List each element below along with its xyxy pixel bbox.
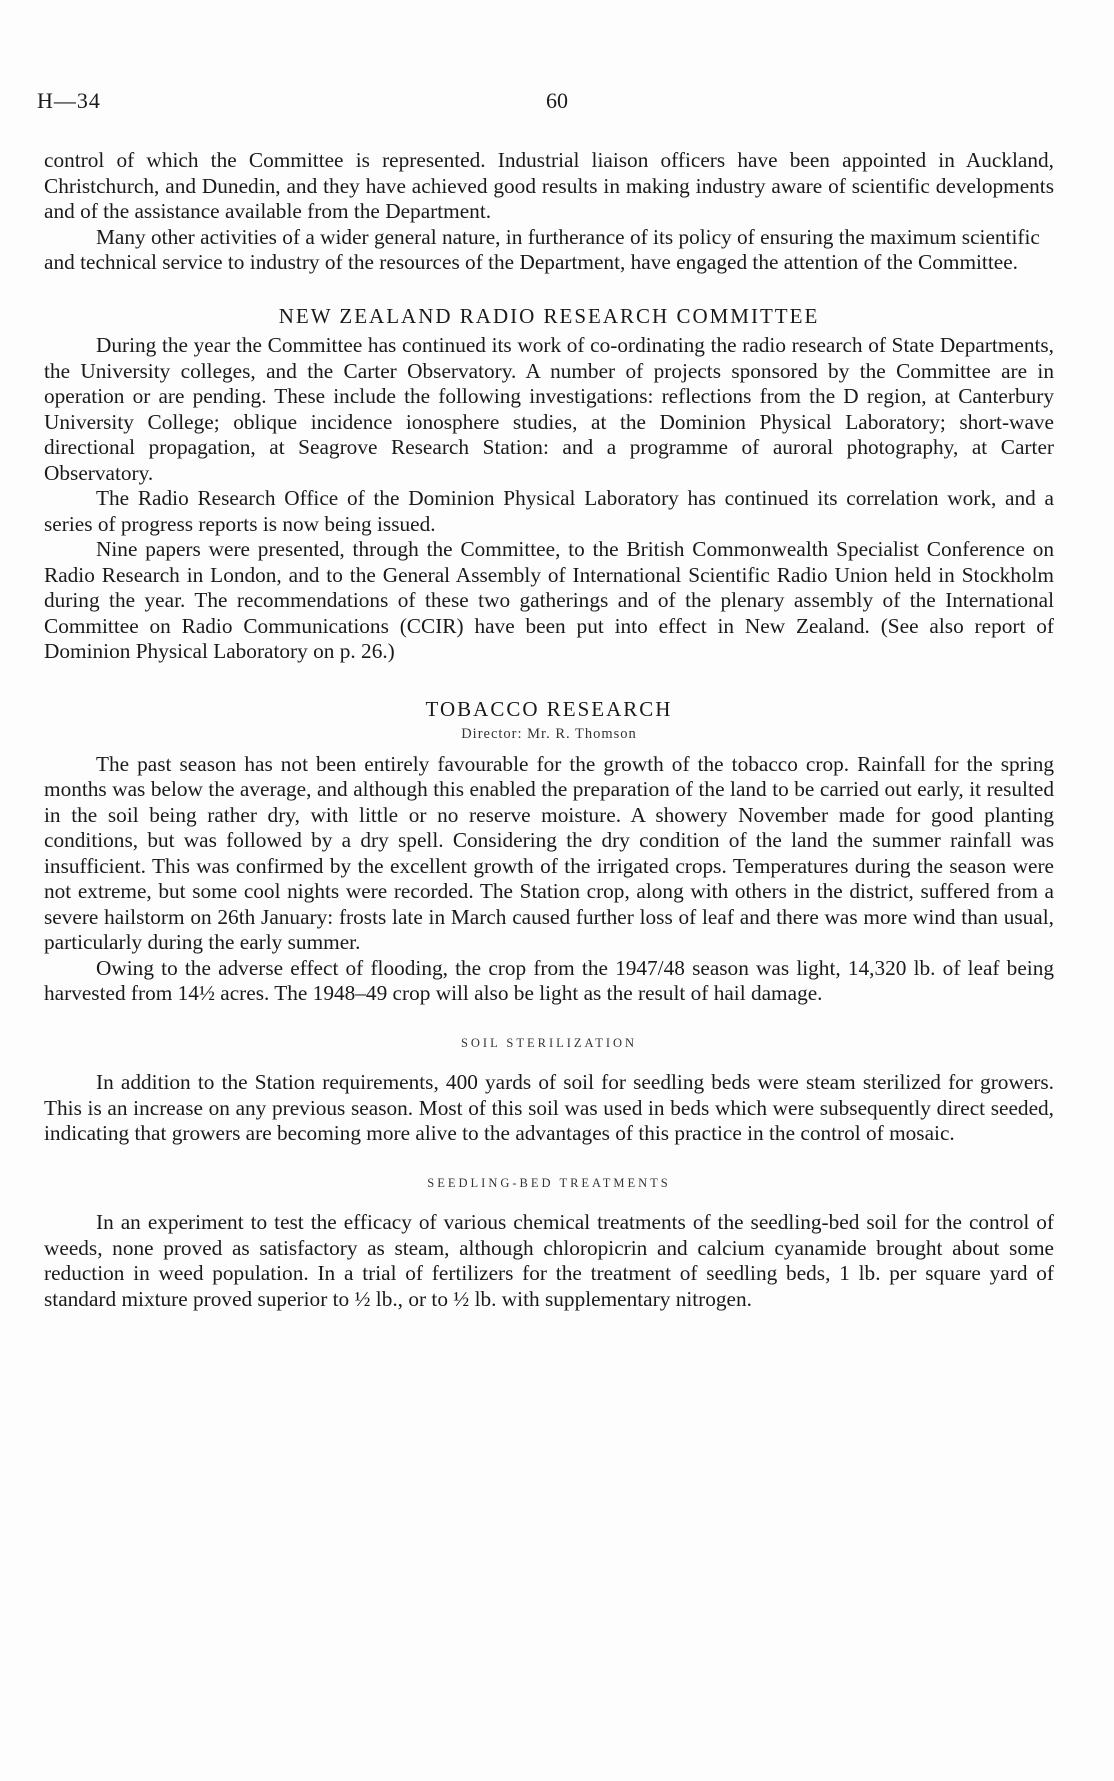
document-code: H—34 bbox=[37, 88, 101, 113]
tobacco-director: Director: Mr. R. Thomson bbox=[461, 726, 637, 742]
intro-paragraph-1: control of which the Committee is represented. Industrial liaison officers have been appointed in Auckland, Christchurch, and Dunedin, and they have achieved good results in making industry aware of scientific developments and of the assistance available from the Department. bbox=[44, 148, 1054, 223]
page-header bbox=[0, 88, 1114, 118]
radio-paragraph-2: The Radio Research Office of the Dominion Physical Laboratory has continued its correlation work, and a series of progress reports is now being issued. bbox=[44, 486, 1054, 536]
radio-paragraph-1: During the year the Committee has continued its work of co-ordinating the radio research of State Departments, the University colleges, and the Carter Observatory. A number of projects sponsored by the Committee are in operation or are pending. These include the following investigations: reflections from the D region, at Canterbury University College; oblique incidence ionosphere studies, at the Dominion Physical Laboratory; short-wave directional propagation, at Seagrove Research Station: and a programme of auroral photography, at Carter Observatory. bbox=[44, 333, 1054, 485]
page-body bbox=[44, 148, 1054, 1312]
radio-section-title: NEW ZEALAND RADIO RESEARCH COMMITTEE bbox=[278, 303, 820, 328]
soil-subsection-title: SOIL STERILIZATION bbox=[460, 1035, 638, 1050]
tobacco-section-title: TOBACCO RESEARCH bbox=[425, 696, 673, 721]
seedbed-subsection-title: SEEDLING-BED TREATMENTS bbox=[427, 1175, 671, 1190]
tobacco-paragraph-1: The past season has not been entirely favourable for the growth of the tobacco crop. Rainfall for the spring months was below the average, and although this enabled the preparation of the land to be carried out early, it resulted in the soil being rather dry, with little or no reserve moisture. A showery November made for good planting conditions, but was followed by a dry spell. Considering the dry condition of the land the summer rainfall was insufficient. This was confirmed by the excellent growth of the irrigated crops. Temperatures during the season were not extreme, but some cool nights were recorded. The Station crop, along with others in the district, suffered from a severe hailstorm on 26th January: frosts late in March caused further loss of leaf and there was more wind than usual, particularly during the early summer. bbox=[44, 751, 1054, 954]
tobacco-paragraph-2: Owing to the adverse effect of flooding, the crop from the 1947/48 season was light, 14,320 lb. of leaf being harvested from 14½ acres. The 1948–49 crop will also be light as the result of hail damage. bbox=[44, 955, 1054, 1005]
page-number: 60 bbox=[546, 88, 568, 113]
seedbed-paragraph-1: In an experiment to test the efficacy of various chemical treatments of the seedling-bed soil for the control of weeds, none proved as satisfactory as steam, although chloropicrin and calcium cyanamide brought about some reduction in weed population. In a trial of fertilizers for the treatment of seedling beds, 1 lb. per square yard of standard mixture proved superior to ½ lb., or to ½ lb. with supplementary nitrogen. bbox=[44, 1210, 1054, 1311]
radio-paragraph-3: Nine papers were presented, through the Committee, to the British Commonwealth Specialist Conference on Radio Research in London, and to the General Assembly of International Scientific Radio Union held in Stockholm during the year. The recommendations of these two gatherings and of the plenary assembly of the International Committee on Radio Communications (CCIR) have been put into effect in New Zealand. (See also report of Dominion Physical Laboratory on p. 26.) bbox=[44, 537, 1054, 663]
soil-paragraph-1: In addition to the Station requirements, 400 yards of soil for seedling beds were steam sterilized for growers. This is an increase on any previous season. Most of this soil was used in beds which were subsequently direct seeded, indicating that growers are becoming more alive to the advantages of this practice in the control of mosaic. bbox=[44, 1070, 1054, 1145]
intro-paragraph-2: Many other activities of a wider general nature, in furtherance of its policy of ensuring the maximum scientific and technical service to industry of the resources of the Department, have engaged the attention of the Committee. bbox=[44, 224, 1040, 274]
